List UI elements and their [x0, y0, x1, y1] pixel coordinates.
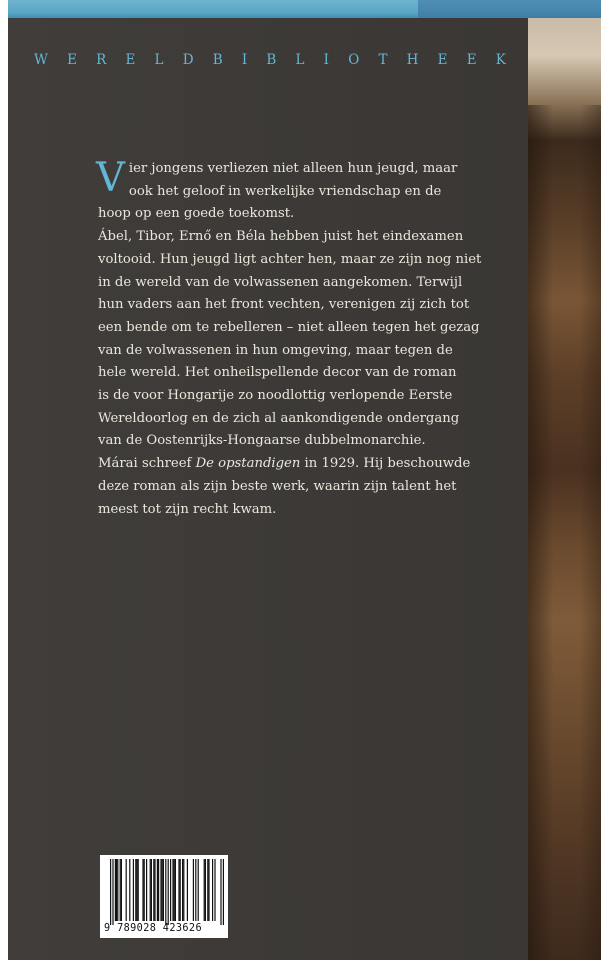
barcode-bar — [223, 859, 224, 925]
barcode-bar — [165, 859, 166, 925]
barcode-bar — [133, 859, 134, 921]
blurb-line: Ábel, Tibor, Ernő en Béla hebben juist het eindexamen — [98, 229, 464, 245]
blurb-line: een bende om te rebelleren – niet alleen tegen het gezag — [98, 319, 480, 335]
barcode — [100, 855, 228, 938]
barcode-bar — [163, 859, 164, 921]
barcode-bar — [198, 859, 199, 921]
barcode-bar — [220, 859, 221, 925]
barcode-bar — [138, 859, 139, 921]
barcode-bar — [182, 859, 183, 921]
blurb-line: van de Oostenrijks-Hongaarse dubbelmonarchie. — [98, 433, 426, 449]
series-title: WERELDBIBLIOTHEEK — [34, 52, 526, 68]
barcode-bar — [168, 859, 169, 925]
barcode-bar — [142, 859, 143, 921]
painting-shadow — [528, 105, 601, 960]
blurb-line: in de wereld van de volwassenen aangekomen. Terwijl — [98, 274, 463, 290]
barcode-bar — [212, 859, 213, 921]
barcode-bar — [183, 859, 184, 921]
blurb-line: is de voor Hongarije zo noodlottig verlopende Eerste — [98, 388, 453, 404]
barcode-bar — [146, 859, 147, 921]
barcode-bars — [100, 855, 228, 925]
barcode-bar — [116, 859, 117, 921]
barcode-bar — [115, 859, 116, 921]
barcode-bar — [172, 859, 173, 921]
barcode-bar — [120, 859, 121, 921]
blurb-line: meest tot zijn recht kwam. — [98, 501, 277, 517]
blurb-line: ook het geloof in werkelijke vriendschap en de — [128, 183, 442, 199]
barcode-bar — [187, 859, 188, 921]
barcode-bar — [136, 859, 137, 921]
barcode-bar — [150, 859, 151, 921]
book-title-italic: De opstandigen — [195, 456, 301, 472]
barcode-bar — [153, 859, 154, 921]
barcode-bar — [144, 859, 145, 921]
blurb-year-text: in 1929. Hij beschouwde — [300, 456, 471, 472]
barcode-bar — [195, 859, 196, 921]
barcode-bar — [126, 859, 127, 921]
barcode-bar — [205, 859, 206, 921]
blurb-line: ier jongens verliezen niet alleen hun jeugd, maar — [128, 161, 458, 176]
blurb-line: Wereldoorlog en de zich al aankondigende ondergang — [98, 410, 460, 426]
blurb-line-last — [98, 453, 518, 476]
blurb-author-text: Márai schreef — [98, 456, 196, 472]
barcode-bar — [121, 859, 122, 921]
blurb-line: hun vaders aan het front vechten, verenigen zij zich tot — [98, 297, 470, 313]
barcode-bar — [154, 859, 155, 921]
barcode-bar — [112, 859, 113, 925]
blurb-line: voltooid. Hun jeugd ligt achter hen, maar ze zijn nog niet — [98, 251, 482, 267]
barcode-bar — [129, 859, 130, 921]
back-cover-blurb — [96, 155, 518, 521]
barcode-bar — [208, 859, 209, 921]
blurb-line: hoop op een goede toekomst. — [98, 206, 295, 222]
barcode-bar — [178, 859, 179, 921]
barcode-bar — [193, 859, 194, 921]
barcode-bar — [162, 859, 163, 921]
barcode-bar — [214, 859, 215, 921]
blurb-line: hele wereld. Het onheilspellende decor van de roman — [98, 365, 457, 381]
drop-cap: V — [96, 155, 125, 201]
barcode-bar — [157, 859, 158, 921]
book-back-cover — [8, 0, 601, 960]
barcode-bar — [180, 859, 181, 921]
blurb-line: van de volwassenen in hun omgeving, maar tegen de — [98, 342, 453, 358]
barcode-bar — [110, 859, 111, 925]
barcode-bar — [174, 859, 175, 921]
barcode-bar — [158, 859, 159, 921]
barcode-bar — [207, 859, 208, 921]
barcode-bar — [204, 859, 205, 921]
blurb-line: deze roman als zijn beste werk, waarin zijn talent het — [98, 478, 457, 494]
barcode-bar — [175, 859, 176, 921]
barcode-bar — [170, 859, 171, 921]
barcode-bar — [117, 859, 118, 921]
barcode-bar — [135, 859, 136, 921]
barcode-bar — [160, 859, 161, 921]
barcode-bar — [151, 859, 152, 921]
isbn-number: 9 789028 423626 — [104, 923, 203, 934]
